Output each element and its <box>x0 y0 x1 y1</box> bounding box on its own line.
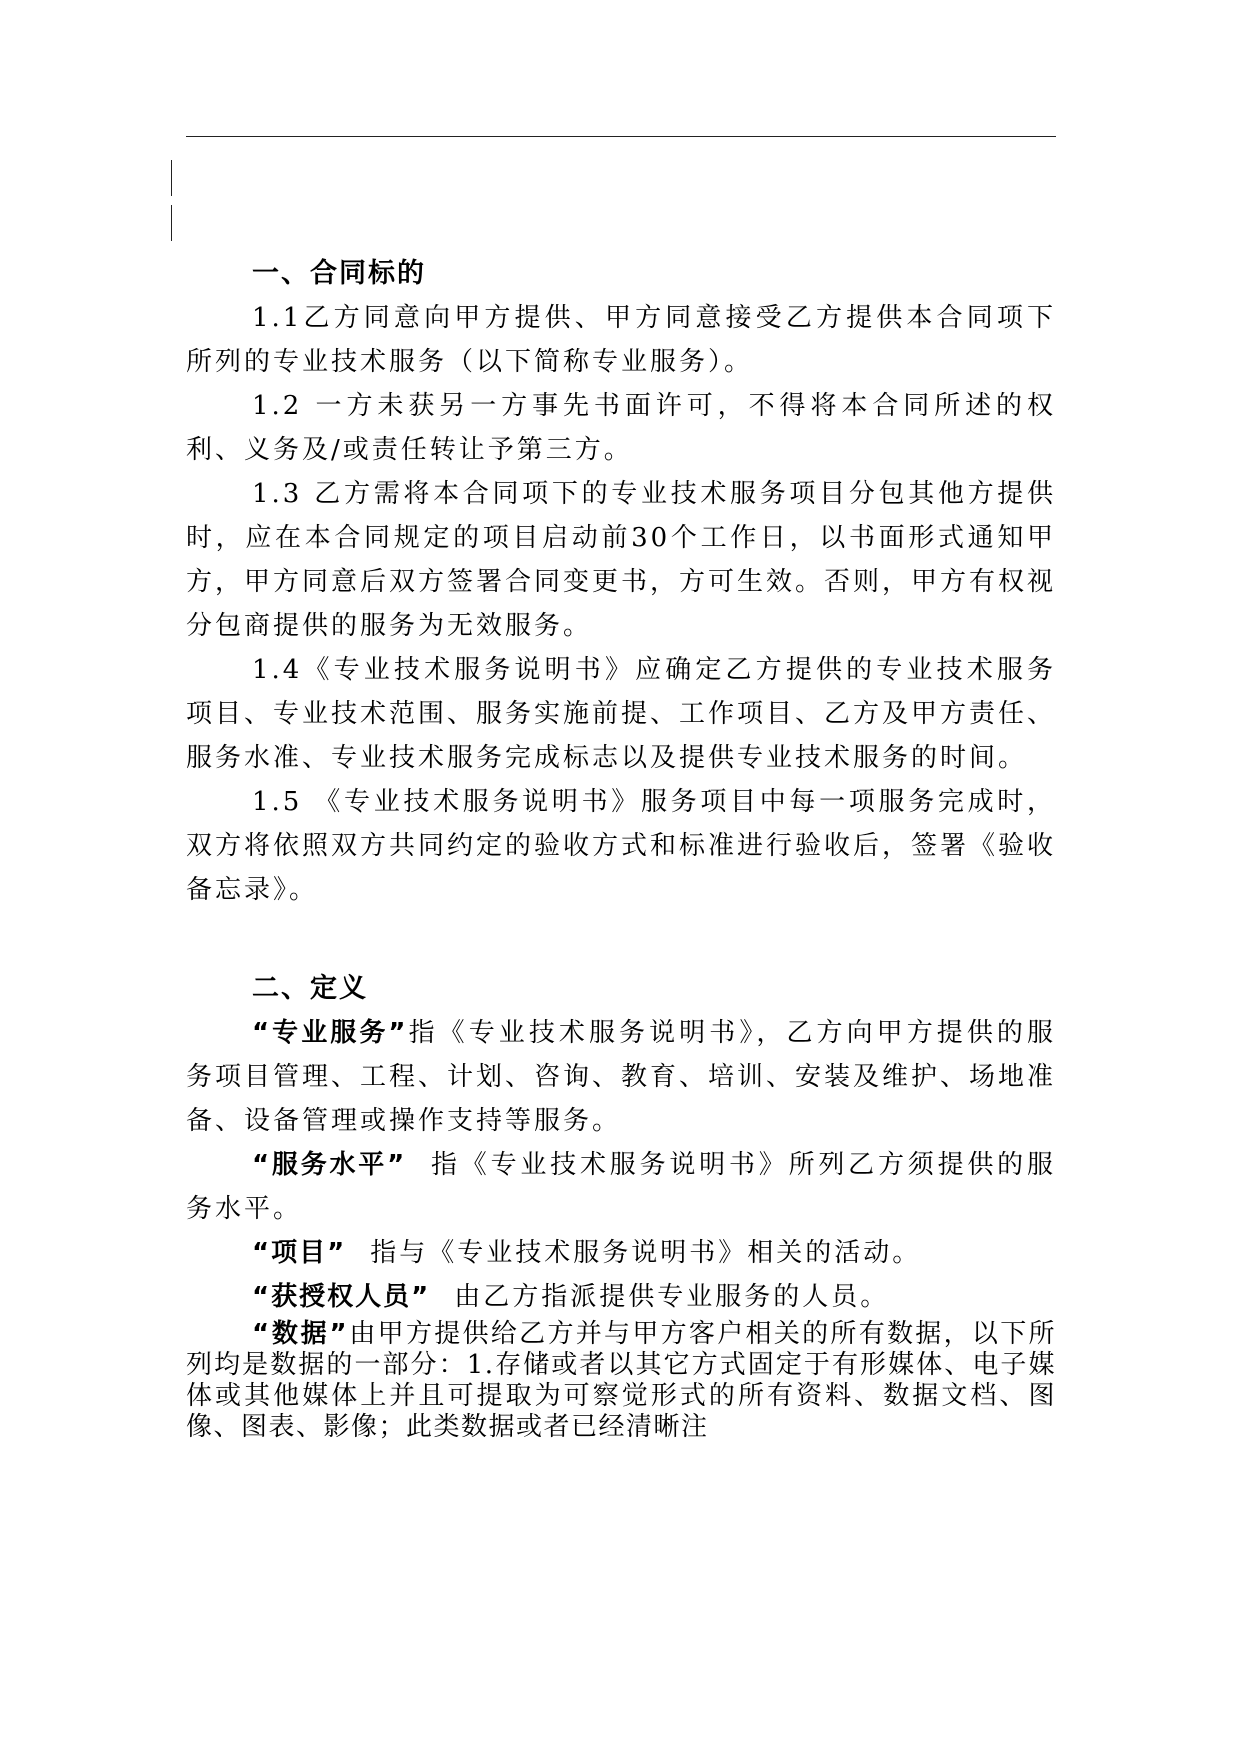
clause-1-4: 1.4《专业技术服务说明书》应确定乙方提供的专业技术服务项目、专业技术范围、服务实施前提、工作项目、乙方及甲方责任、服务水准、专业技术服务完成标志以及提供专业技术服务的时间。 <box>186 655 1057 773</box>
clause-1-1: 1.1乙方同意向甲方提供、甲方同意接受乙方提供本合同项下所列的专业技术服务（以下简称专业服务）。 <box>186 303 1056 377</box>
revision-bar <box>171 205 172 241</box>
definition-data <box>186 1319 1056 1443</box>
definition-term: “项目” <box>252 1238 347 1268</box>
clause-1-3: 1.3 乙方需将本合同项下的专业技术服务项目分包其他方提供时，应在本合同规定的项目启动前30个工作日，以书面形式通知甲方，甲方同意后双方签署合同变更书，方可生效。否则，甲方有权视分包商提供的服务为无效服务。 <box>186 479 1057 641</box>
revision-bar <box>171 160 172 196</box>
definition-term: “数据” <box>252 1319 349 1349</box>
definition-text: 指《专业技术服务说明书》所列乙方须提供的服务水平。 <box>186 1150 1056 1224</box>
definition-text: 由甲方提供给乙方并与甲方客户相关的所有数据，以下所列均是数据的一部分：1.存储或者以其它方式固定于有形媒体、电子媒体或其他媒体上并且可提取为可察觉形式的所有资料、数据文档、图像、图表、影像；此类数据或者已经清晰注 <box>186 1319 1056 1442</box>
definition-term: “专业服务” <box>252 1018 408 1048</box>
definition-text: 指与《专业技术服务说明书》相关的活动。 <box>370 1238 922 1268</box>
definition-project <box>186 1231 1056 1275</box>
section-heading-2: 二、定义 <box>252 973 368 1004</box>
definition-text: 指《专业技术服务说明书》，乙方向甲方提供的服务项目管理、工程、计划、咨询、教育、培训、安装及维护、场地准备、设备管理或操作支持等服务。 <box>186 1018 1057 1136</box>
definition-text: 由乙方指派提供专业服务的人员。 <box>454 1282 890 1312</box>
definition-service-level <box>186 1143 1056 1231</box>
definition-authorized-personnel <box>186 1275 1056 1319</box>
definition-professional-service <box>186 1011 1056 1143</box>
section-heading-1: 一、合同标的 <box>252 258 426 289</box>
header-rule <box>186 136 1056 137</box>
definition-term: “服务水平” <box>252 1150 407 1180</box>
clause-1-5: 1.5 《专业技术服务说明书》服务项目中每一项服务完成时，双方将依照双方共同约定的验收方式和标准进行验收后，签署《验收备忘录》。 <box>186 787 1057 905</box>
clause-1-2: 1.2 一方未获另一方事先书面许可，不得将本合同所述的权利、义务及/或责任转让予第三方。 <box>186 391 1056 465</box>
definition-term: “获授权人员” <box>252 1282 431 1312</box>
document-body <box>186 252 1056 1443</box>
